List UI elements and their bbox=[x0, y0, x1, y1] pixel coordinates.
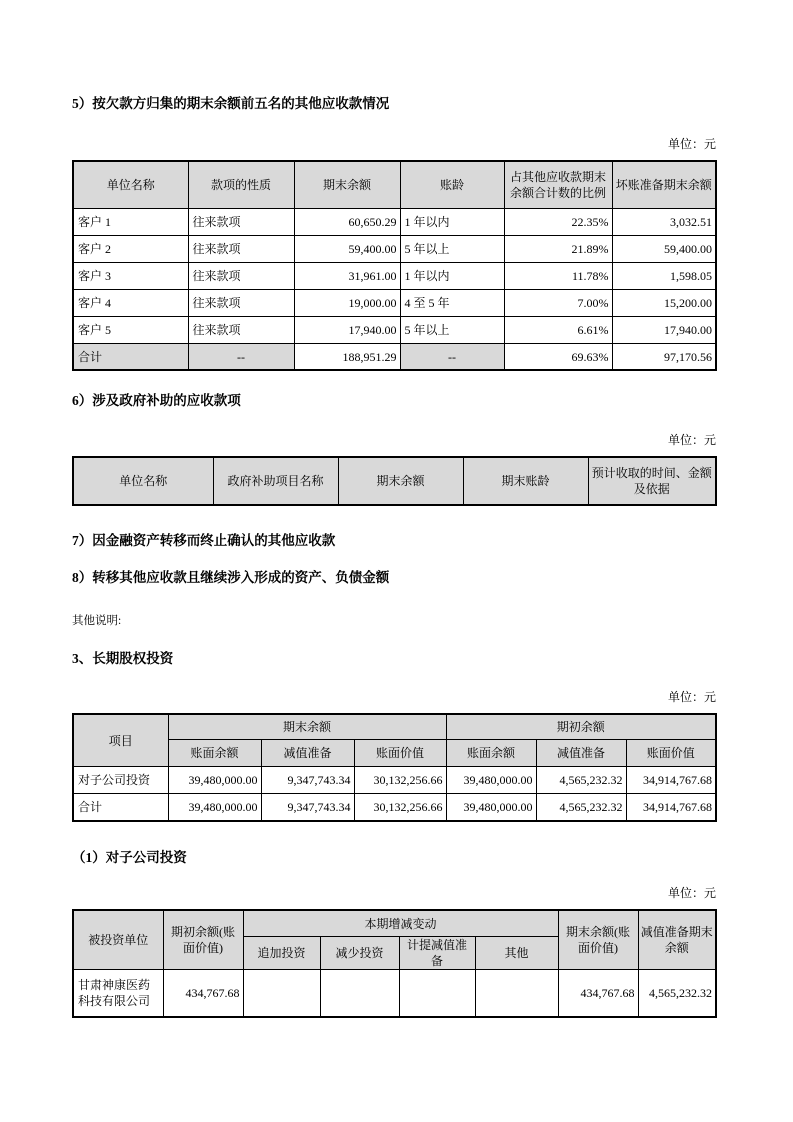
table-row bbox=[73, 317, 716, 344]
table-cell: 3,032.51 bbox=[612, 209, 716, 236]
table-cell: 客户 4 bbox=[73, 290, 188, 317]
table-header-row bbox=[73, 714, 716, 740]
column-header: 减少投资 bbox=[320, 937, 399, 970]
table-cell: -- bbox=[188, 344, 294, 371]
table-cell: 39,480,000.00 bbox=[168, 794, 261, 822]
unit-label: 单位：元 bbox=[667, 137, 716, 151]
subsidiary-investment-table bbox=[72, 909, 717, 1018]
long-term-equity-investment-table bbox=[72, 713, 717, 822]
table-cell: 客户 5 bbox=[73, 317, 188, 344]
table-cell: 22.35% bbox=[504, 209, 612, 236]
unit-label: 单位：元 bbox=[667, 690, 716, 704]
table-cell: 客户 1 bbox=[73, 209, 188, 236]
column-header: 减值准备 bbox=[536, 740, 626, 767]
table-cell: 17,940.00 bbox=[294, 317, 400, 344]
table-cell: 往来款项 bbox=[188, 317, 294, 344]
table-cell: 11.78% bbox=[504, 263, 612, 290]
column-header: 预计收取的时间、金额及依据 bbox=[588, 457, 716, 505]
column-header: 其他 bbox=[475, 937, 558, 970]
table-cell: 21.89% bbox=[504, 236, 612, 263]
top5-other-receivables-table bbox=[72, 160, 717, 371]
table-cell: 客户 2 bbox=[73, 236, 188, 263]
document-page bbox=[72, 0, 717, 1018]
column-header: 账面余额 bbox=[446, 740, 536, 767]
unit-label: 单位：元 bbox=[667, 433, 716, 447]
table-cell bbox=[399, 970, 475, 1018]
other-note-label: 其他说明: bbox=[72, 615, 122, 627]
column-group-header: 期初余额 bbox=[446, 714, 716, 740]
table-cell: 69.63% bbox=[504, 344, 612, 371]
column-header: 账面余额 bbox=[168, 740, 261, 767]
table-cell: 7.00% bbox=[504, 290, 612, 317]
table-cell: 31,961.00 bbox=[294, 263, 400, 290]
government-subsidy-receivables-table bbox=[72, 456, 717, 506]
table-cell: 合计 bbox=[73, 344, 188, 371]
column-header: 被投资单位 bbox=[73, 910, 163, 970]
table-cell: 34,914,767.68 bbox=[626, 767, 716, 794]
table-cell: 合计 bbox=[73, 794, 168, 822]
table-cell: 60,650.29 bbox=[294, 209, 400, 236]
table-row bbox=[73, 767, 716, 794]
column-header: 计提减值准备 bbox=[399, 937, 475, 970]
column-group-header: 本期增减变动 bbox=[243, 910, 558, 937]
column-header: 减值准备期末余额 bbox=[638, 910, 716, 970]
table-cell: 15,200.00 bbox=[612, 290, 716, 317]
table-cell: 1 年以内 bbox=[400, 263, 504, 290]
table-cell: 4,565,232.32 bbox=[536, 794, 626, 822]
table-cell: 39,480,000.00 bbox=[168, 767, 261, 794]
table-cell bbox=[243, 970, 320, 1018]
table-row bbox=[73, 263, 716, 290]
table-cell: 30,132,256.66 bbox=[354, 794, 446, 822]
section-heading-subsidiary-investment: （1）对子公司投资 bbox=[72, 850, 187, 865]
table-cell: 5 年以上 bbox=[400, 236, 504, 263]
table-cell: 4 至 5 年 bbox=[400, 290, 504, 317]
column-header: 追加投资 bbox=[243, 937, 320, 970]
section-heading-top5-receivables: 5）按欠款方归集的期末余额前五名的其他应收款情况 bbox=[72, 96, 390, 111]
table-cell: 1,598.05 bbox=[612, 263, 716, 290]
table-cell: 34,914,767.68 bbox=[626, 794, 716, 822]
table-cell: 9,347,743.34 bbox=[261, 767, 354, 794]
table-cell: 9,347,743.34 bbox=[261, 794, 354, 822]
table-header-row bbox=[73, 910, 716, 937]
table-cell: 188,951.29 bbox=[294, 344, 400, 371]
column-header: 减值准备 bbox=[261, 740, 354, 767]
column-header: 期末余额(账面价值) bbox=[558, 910, 638, 970]
column-header: 账面价值 bbox=[626, 740, 716, 767]
section-heading-long-term-equity: 3、长期股权投资 bbox=[72, 651, 174, 666]
table-cell: 97,170.56 bbox=[612, 344, 716, 371]
table-total-row bbox=[73, 344, 716, 371]
table-row bbox=[73, 236, 716, 263]
section-heading-government-subsidy: 6）涉及政府补助的应收款项 bbox=[72, 393, 241, 408]
column-group-header: 期末余额 bbox=[168, 714, 446, 740]
table-cell: 1 年以内 bbox=[400, 209, 504, 236]
table-cell: 4,565,232.32 bbox=[638, 970, 716, 1018]
table-cell: 59,400.00 bbox=[294, 236, 400, 263]
column-header: 期初余额(账面价值) bbox=[163, 910, 243, 970]
table-cell: 往来款项 bbox=[188, 263, 294, 290]
table-header-row bbox=[73, 457, 716, 505]
column-header: 项目 bbox=[73, 714, 168, 767]
column-header: 账龄 bbox=[400, 161, 504, 209]
section-heading-continuing-involvement: 8）转移其他应收款且继续涉入形成的资产、负债金额 bbox=[72, 570, 390, 585]
table-row bbox=[73, 209, 716, 236]
table-cell: 434,767.68 bbox=[163, 970, 243, 1018]
column-header: 账面价值 bbox=[354, 740, 446, 767]
column-header: 坏账准备期末余额 bbox=[612, 161, 716, 209]
column-header: 期末余额 bbox=[294, 161, 400, 209]
table-cell: -- bbox=[400, 344, 504, 371]
table-cell: 19,000.00 bbox=[294, 290, 400, 317]
table-cell: 39,480,000.00 bbox=[446, 767, 536, 794]
table-cell: 30,132,256.66 bbox=[354, 767, 446, 794]
column-header: 期末余额 bbox=[338, 457, 463, 505]
section-heading-derecognized-receivables: 7）因金融资产转移而终止确认的其他应收款 bbox=[72, 533, 336, 548]
table-cell bbox=[475, 970, 558, 1018]
table-cell: 往来款项 bbox=[188, 209, 294, 236]
table-cell: 客户 3 bbox=[73, 263, 188, 290]
table-cell: 434,767.68 bbox=[558, 970, 638, 1018]
table-cell: 甘肃神康医药科技有限公司 bbox=[73, 970, 163, 1018]
column-header: 期末账龄 bbox=[463, 457, 588, 505]
table-header-row bbox=[73, 740, 716, 767]
table-row bbox=[73, 970, 716, 1018]
table-cell: 17,940.00 bbox=[612, 317, 716, 344]
table-cell: 4,565,232.32 bbox=[536, 767, 626, 794]
unit-label: 单位：元 bbox=[667, 886, 716, 900]
table-cell: 59,400.00 bbox=[612, 236, 716, 263]
table-total-row bbox=[73, 794, 716, 822]
table-cell: 6.61% bbox=[504, 317, 612, 344]
table-cell: 39,480,000.00 bbox=[446, 794, 536, 822]
column-header: 政府补助项目名称 bbox=[213, 457, 338, 505]
column-header: 单位名称 bbox=[73, 457, 213, 505]
table-cell: 对子公司投资 bbox=[73, 767, 168, 794]
column-header: 款项的性质 bbox=[188, 161, 294, 209]
table-cell bbox=[320, 970, 399, 1018]
table-cell: 5 年以上 bbox=[400, 317, 504, 344]
column-header: 单位名称 bbox=[73, 161, 188, 209]
column-header: 占其他应收款期末余额合计数的比例 bbox=[504, 161, 612, 209]
table-row bbox=[73, 290, 716, 317]
table-header-row bbox=[73, 161, 716, 209]
table-cell: 往来款项 bbox=[188, 236, 294, 263]
table-cell: 往来款项 bbox=[188, 290, 294, 317]
